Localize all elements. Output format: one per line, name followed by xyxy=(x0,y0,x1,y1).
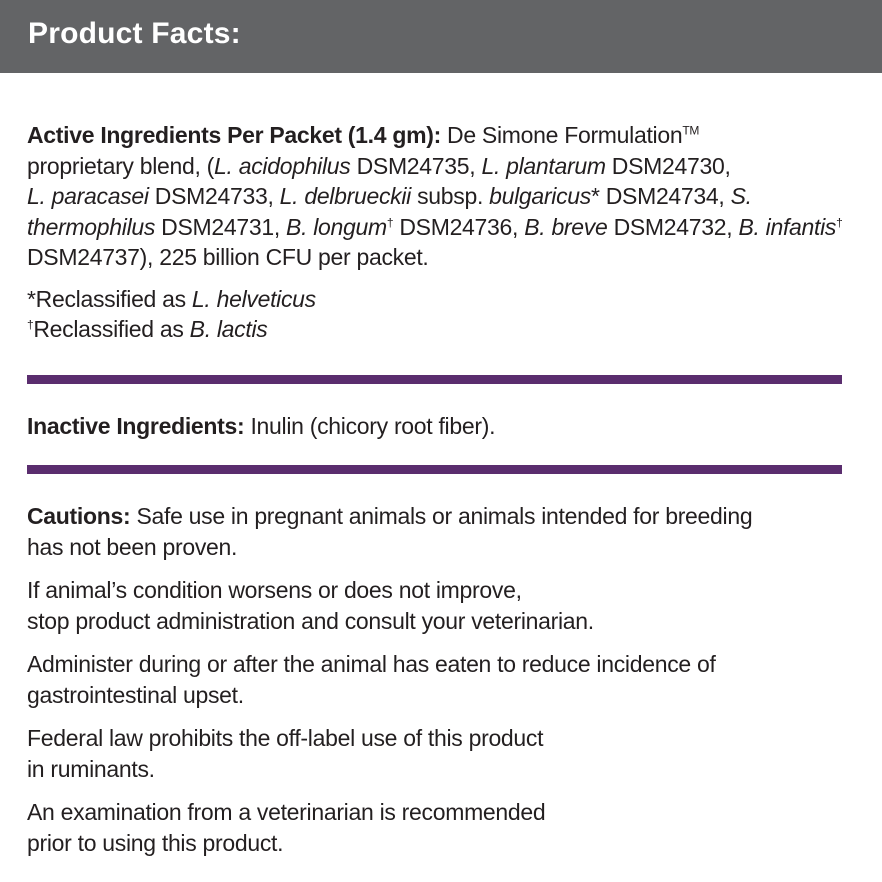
strain-code: DSM24736, xyxy=(393,213,525,240)
note-name: B. lactis xyxy=(189,316,268,342)
dagger-mark: † xyxy=(386,214,394,229)
strain-name: L. paracasei xyxy=(27,183,149,209)
dagger-mark: † xyxy=(836,214,843,229)
reclassification-notes xyxy=(27,284,847,345)
strain-code: DSM24731, xyxy=(155,213,287,240)
caution-text: Administer during or after the animal has eaten to reduce incidence of xyxy=(27,651,716,677)
note-line xyxy=(27,284,847,315)
page-title: Product Facts: xyxy=(28,17,241,50)
caution-text: An examination from a veterinarian is recommended xyxy=(27,799,546,825)
caution-text: gastrointestinal upset. xyxy=(27,681,244,708)
strain-name: S. thermophilus xyxy=(27,183,752,240)
trademark-mark: TM xyxy=(682,123,700,138)
product-facts-content xyxy=(27,120,847,858)
caution-text: has not been proven. xyxy=(27,533,238,560)
strain-code: DSM24732, xyxy=(607,213,739,240)
active-ingredients-paragraph xyxy=(27,120,847,273)
header-bar xyxy=(0,0,882,73)
caution-text: prior to using this product. xyxy=(27,829,284,856)
blend-open: proprietary blend, ( xyxy=(27,152,215,179)
caution-text: Safe use in pregnant animals or animals intended for breeding xyxy=(130,503,753,529)
cautions-label: Cautions: xyxy=(27,503,131,529)
caution-paragraph xyxy=(27,797,847,858)
caution-text: in ruminants. xyxy=(27,755,155,782)
strain-name: B. infantis xyxy=(738,213,837,240)
inactive-ingredients-label: Inactive Ingredients: xyxy=(27,412,245,439)
caution-text: Federal law prohibits the off-label use of this product xyxy=(27,725,544,751)
section-divider xyxy=(27,465,842,474)
dagger-mark: † xyxy=(27,317,34,332)
caution-text: If animal’s condition worsens or does not improve, xyxy=(27,577,522,603)
note-prefix: *Reclassified as xyxy=(27,285,192,312)
strain-code: DSM24733, xyxy=(148,183,280,209)
strain-code: DSM24737), 225 billion CFU per packet. xyxy=(27,244,429,270)
strain-code: DSM24730, xyxy=(605,152,731,179)
note-prefix: Reclassified as xyxy=(33,316,190,342)
note-name: L. helveticus xyxy=(191,285,316,312)
cautions-section xyxy=(27,501,847,858)
strain-code: DSM24735, xyxy=(350,152,482,179)
formulation-name: De Simone Formulation xyxy=(440,122,683,148)
strain-name: L. acidophilus xyxy=(214,152,351,179)
strain-name: B. longum xyxy=(286,213,387,240)
inactive-ingredients-paragraph xyxy=(27,411,847,442)
strain-name: L. delbrueckii xyxy=(279,183,411,209)
note-line xyxy=(27,314,847,345)
active-ingredients-label: Active Ingredients Per Packet (1.4 gm): xyxy=(27,122,441,148)
asterisk-mark: * xyxy=(590,183,600,209)
inactive-ingredients-text: Inulin (chicory root fiber). xyxy=(244,412,496,439)
strain-code: DSM24734, xyxy=(599,183,731,209)
caution-paragraph xyxy=(27,501,847,562)
strain-subname: bulgaricus xyxy=(489,183,591,209)
caution-paragraph xyxy=(27,723,847,784)
caution-paragraph xyxy=(27,575,847,636)
strain-name: L. plantarum xyxy=(481,152,606,179)
section-divider xyxy=(27,375,842,384)
subspecies-label: subsp. xyxy=(410,183,490,209)
strain-name: B. breve xyxy=(524,213,608,240)
caution-paragraph xyxy=(27,649,847,710)
caution-text: stop product administration and consult your veterinarian. xyxy=(27,607,594,634)
